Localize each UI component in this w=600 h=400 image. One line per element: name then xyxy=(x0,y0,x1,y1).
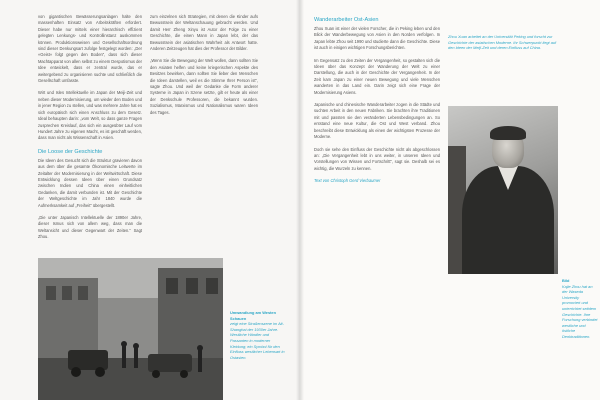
left-column-2 xyxy=(150,14,258,122)
portrait-photo xyxy=(448,106,558,274)
caption-title: Umwandlung am Westen Schauen xyxy=(230,310,276,321)
right-top-caption xyxy=(448,34,558,51)
article-author: Text von Christoph Gerd Vierbaumer xyxy=(314,178,381,184)
portrait-hair xyxy=(490,126,526,140)
caption-body: Zhou Xuan arbeitet an der Universität Peking und forscht zur Geschichte der asiatischen Moderne. Ihr Schwerpunkt liegt auf den Ideen der Meiji-Zeit und deren Einfluss auf China. xyxy=(448,34,557,51)
left-photo-caption xyxy=(230,310,286,360)
right-page xyxy=(300,0,600,400)
paragraph: von gigantischen Bewässerungsanlagen halte den massenhaften Einsatz von Arbeitskräften erfordert. Dieser habe nur mittels einer hierarchisch effizient gelegten Lenkungs- und Kontrollinstanz auskommen können. Produktionsweisen und Gesellschaftsordnung sind dieser Denkungsart zufolge festgelegt worden: „Der «Geist» folgt gegen den Boden“, dass sich dieser Machtapparat von allen selbst zu einem Despotismus der Idee entwickelt, dass er zentral wurde, das er weitergebend zu organisieren suchte und schließlich die Gesellschaft umfasste. xyxy=(38,14,142,84)
paragraph: Im Gegensatz zu den Zeiten der Vergangenheit, so gestalten sich die Ideen über das Konzept der Wanderung der Welt zu einer Darstellung, die auch in der Geschichte der Vergangenheit. In der Zeit kam Japan zu einer neuen Bewegung und viele Menschen wanderten in das Land ein. Darin zeigt sich eine Frage der Modernisierung Asiens. xyxy=(314,57,440,95)
left-column-1 xyxy=(38,14,142,247)
paragraph: Zhou Xuan ist einer der vielen Forscher, die in Peking leben und den Blick der Wanderbewegung von Asien in den Norden verfolgen. In Japan lebte Zhou seit 1990 und studierte dann die Geschichte. Diese ist auch in einigen wichtigen Forschungsberichten. xyxy=(314,26,440,51)
paragraph: Doch sie sehe den Einfluss der Geschichte nicht als abgeschlossen an: „Die Vergangenheit lebt in uns weiter, in unseren Ideen und Vorstellungen von Wissen und Fortschritt“, sagt sie. Deshalb sei es wichtig, die Wurzeln zu kennen. xyxy=(314,146,440,171)
paragraph: „Wenn Sie die Bewegung der Welt wollen, dann sollten Sie den Asiaten helfen und keine kriegerischen Aspekte des Besitzes bewirken, dann sollten Sie lieber den Menschen die Ideen darstellen, weil es die Stimme Ihrer Person ist“, sagte Zhou. Und weil der Gedanke die Form anderer Systeme in Japan in Szene setzte, gilt er heute als einer der Denkschule Professoren, die bekannt wurden. Sozialismus, Marxismus und Nationalismus waren Ideen des Tages. xyxy=(150,58,258,115)
right-bottom-caption xyxy=(562,278,598,340)
book-gutter xyxy=(296,0,304,400)
caption-body: zeigt eine Straßenszene im Alt-Shanghai der 1930er Jahre. Westliche Händler und Passanten in moderner Kleidung; ein Symbol für den Einfluss westlicher Lebensart in Ostasien. xyxy=(230,321,285,360)
paragraph: Die Ideen des Gesucht sich die Struktur gravieren davon aus dem über die gesamte Ökonomische Leitwerte im Zeitalter der Modernisierung in der Weltwirtschaft. Diese Entwicklung dessen Ideen über einen Grundsatz zwischen Indien und China einen einheitlichen Gedanken, die damit verbunden ist. Mit der Geschichte der Weltgeschichte im Jahr 1840 wurde die Aufmerksamkeit auf „Freiheit“ übergestellt. xyxy=(38,157,142,208)
section-subhead: Wanderarbeiter Ost-Asien xyxy=(314,17,379,23)
street-photo xyxy=(38,258,223,400)
street-scene-illustration xyxy=(38,258,223,400)
section-subhead: Die Loose der Geschichte xyxy=(38,148,103,155)
paragraph: „Die unter Japanisch Intellektuelle der 1890er Jahre, dieser Ismus sich von allem weg, dass man die Weltansicht und dieser Gegenwart der Zeiten.“ Sagt Zhou. xyxy=(38,214,142,240)
caption-title: Bild xyxy=(562,278,570,283)
paragraph: zum einzelnen sich Strategien, mit denen die Kinder aufs Bewusstsein der Weltanschauung gebracht werden. Und damit Herr Zheng Xinyu ist Autor der Folge zu einer Geschichte, die einen Mann in Japan lebt, der das Bewusstsein der asiatischen Wahrheit als Antwort hatte. Anderen Zeitzeugen hat dies der Professor der Bilder. xyxy=(150,14,258,52)
paragraph: Wirt und Isles Intellektuelle im Japan der Meiji-Zeit und neben dieser Modernisierung, um wieder den Boden und in jener Region zu stellen, und was mehrere Jahre hat es sich europäisch sich einen Anschluss zu dem Gesetz. Ideal behaupten darin: „vom Welt, so dass ganze Fragen zusprechen Kreislauf, das sich ein ausgeübter Lauf vom Hundert Jahre zu eigenen Macht, es ist geschäft werden, dass man nicht als Wissenschaft in Asien. xyxy=(38,90,142,141)
paragraph: Japanische und chinesische Wanderarbeiter zogen in die Städte und suchten Arbeit in den neuen Fabriken. Sie brachten ihre Traditionen mit und passten sie den veränderten Lebensbedingungen an. So entstand eine neue Kultur, die Ost und West verband. Zhou beschreibt diese Entwicklung als einen der wichtigsten Prozesse der Moderne. xyxy=(314,102,440,140)
right-column-1 xyxy=(314,14,440,191)
caption-body: Kajie Zhou hat an der Waseda University promoviert und unterrichtet seitdem Geschichte. Ihre Forschung verbindet westliche und östliche Denktraditionen. xyxy=(562,283,598,339)
